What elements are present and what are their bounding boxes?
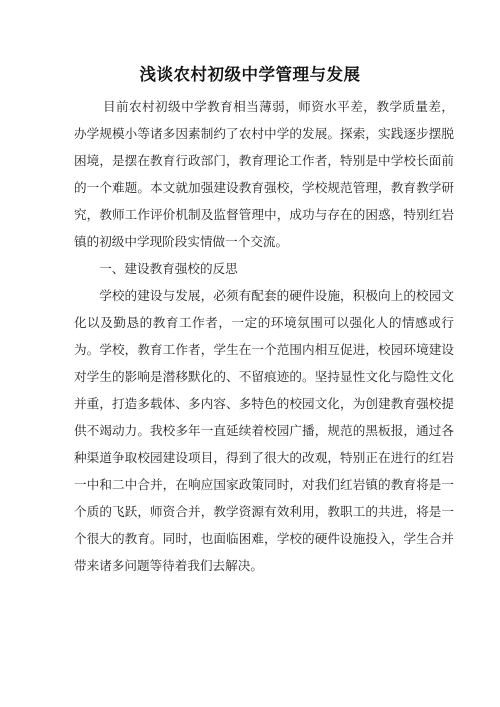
document-body [74, 93, 454, 579]
body-paragraph: 学校的建设与发展，必须有配套的硬件设施，积极向上的校园文化以及勤恳的教育工作者，一定的环境氛围可以强化人的情感或行为。学校，教育工作者，学生在一个范围内相互促进，校园环境建设对学生的影响是潜移默化的、不留痕迹的。坚持显性文化与隐性文化并重，打造多载体、多内容、多特色的校园文化，为创建教育强校提供不竭动力。我校多年一直延续着校园广播，规范的黑板报，通过各种渠道争取校园建设项目，得到了很大的改观，特别正在进行的红岩一中和二中合并，在响应国家政策同时，对我们红岩镇的教育将是一个质的飞跃，师资合并，教学资源有效利用，教职工的共进，将是一个很大的教育。同时，也面临困难，学校的硬件设施投入，学生合并带来诸多问题等待着我们去解决。 [74, 288, 454, 573]
document-title: 浅谈农村初级中学管理与发展 [139, 65, 361, 84]
intro-paragraph: 目前农村初级中学教育相当薄弱，师资水平差，教学质量差，办学规模小等诸多因素制约了农村中学的发展。探索，实践逐步摆脱困境，是摆在教育行政部门，教育理论工作者，特别是中学校长面前的一个难题。本文就加强建设教育强校，学校规范管理，教育教学研究，教师工作评价机制及监督管理中，成功与存在的困惑，特别红岩镇的初级中学现阶段实情做一个交流。 [74, 99, 454, 249]
section-heading: 一、建设教育强校的反思 [99, 261, 238, 276]
